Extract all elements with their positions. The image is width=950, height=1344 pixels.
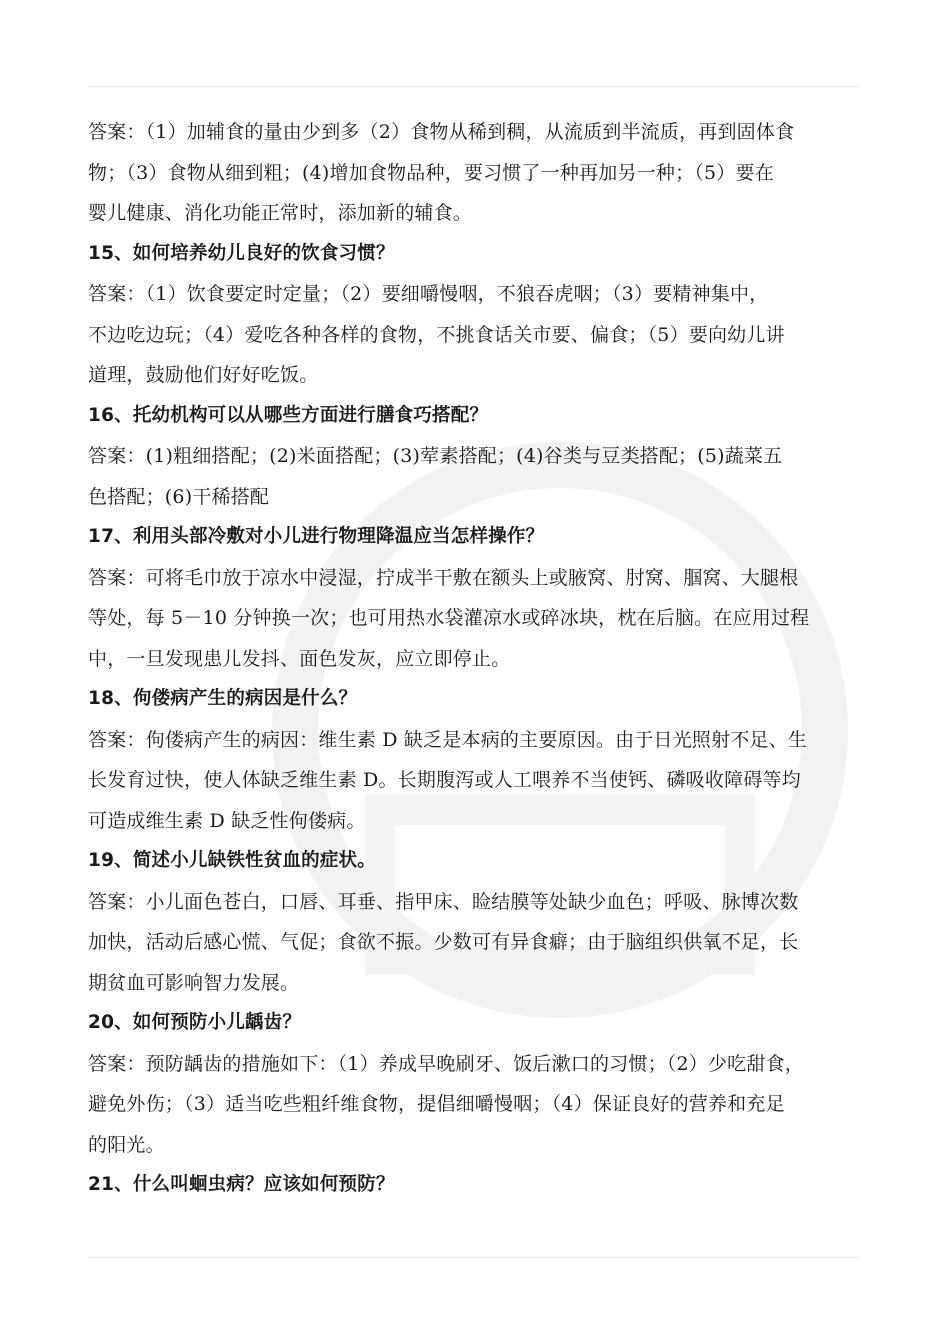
answer-15: 答案：（1）饮食要定时定量；（2）要细嚼慢咽，不狼吞虎咽；（3）要精神集中， 不边吃边玩；（4）爱吃各种各样的食物，不挑食话关市要、偏食；（5）要向幼儿讲 道理，鼓励他们好好吃饭。 <box>88 283 785 386</box>
answer-19: 答案：小儿面色苍白，口唇、耳垂、指甲床、睑结膜等处缺少血色；呼吸、脉博次数 加快，活动后感心慌、气促；食欲不振。少数可有异食癖；由于脑组织供氧不足，长 期贫血可影响智力发展。 <box>88 890 799 994</box>
question-16: 16、托幼机构可以从哪些方面进行膳食巧搭配？ <box>88 404 489 426</box>
question-18: 18、佝偻病产生的病因是什么？ <box>88 688 358 709</box>
document-body <box>88 112 868 1206</box>
header-divider <box>88 86 860 87</box>
footer-divider <box>88 1257 860 1258</box>
question-21: 21、什么叫蛔虫病？应该如何预防？ <box>88 1174 395 1195</box>
answer-14: 答案：（1）加辅食的量由少到多（2）食物从稀到稠，从流质到半流质，再到固体食 物；（3）食物从细到粗；(4)增加食物品种，要习惯了一种再加另一种；（5）要在 婴儿健康、消化功能正常时，添加新的辅食。 <box>88 121 795 224</box>
question-17: 17、利用头部冷敷对小儿进行物理降温应当怎样操作？ <box>88 526 545 547</box>
answer-20: 答案：预防龋齿的措施如下：（1）养成早晚刷牙、饭后漱口的习惯；（2）少吃甜食， 避免外伤；（3）适当吃些粗纤维食物，提倡细嚼慢咽；（4）保证良好的营养和充足 的阳光。 <box>88 1052 804 1156</box>
question-20: 20、如何预防小儿龋齿？ <box>88 1012 302 1033</box>
answer-16: 答案：(1)粗细搭配；(2)米面搭配；(3)荤素搭配；(4)谷类与豆类搭配；(5)蔬菜五 色搭配；(6)干稀搭配 <box>88 445 783 508</box>
question-15: 15、如何培养幼儿良好的饮食习惯？ <box>88 242 395 264</box>
answer-18: 答案：佝偻病产生的病因：维生素 D 缺乏是本病的主要原因。由于日光照射不足、生 长发育过快，使人体缺乏维生素 D。长期腹泻或人工喂养不当使钙、磷吸收障碍等均 可造成维生素 D 缺乏性佝偻病。 <box>88 728 808 832</box>
question-19: 19、简述小儿缺铁性贫血的症状。 <box>88 850 376 871</box>
answer-17: 答案：可将毛巾放于凉水中浸湿，拧成半干敷在额头上或腋窝、肘窝、腘窝、大腿根 等处，每 5－10 分钟换一次；也可用热水袋灌凉水或碎冰块，枕在后脑。在应用过程 中，一旦发现患儿发抖、面色发灰，应立即停止。 <box>88 566 810 670</box>
